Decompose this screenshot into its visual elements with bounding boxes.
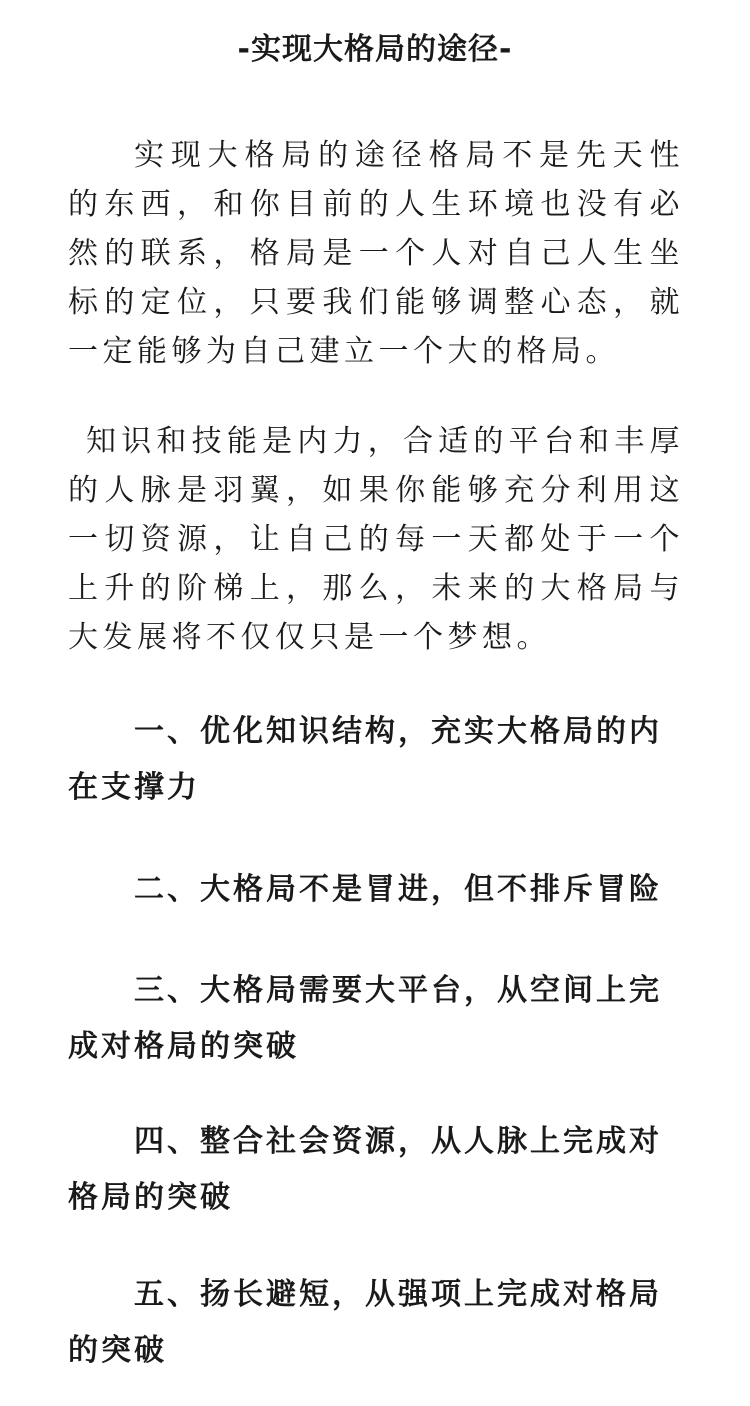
article-title: -实现大格局的途径- (237, 32, 513, 67)
section-heading-2: 二、大格局不是冒进，但不排斥冒险 (134, 872, 662, 907)
section-heading-3: 三、大格局需要大平台，从空间上完成对格局的突破 (68, 973, 662, 1064)
section-heading-4: 四、整合社会资源，从人脉上完成对格局的突破 (68, 1124, 662, 1215)
section-heading-1: 一、优化知识结构，充实大格局的内在支撑力 (68, 714, 662, 805)
intro-paragraph: 实现大格局的途径格局不是先天性的东西，和你目前的人生环境也没有必然的联系，格局是一个人对自己人生坐标的定位，只要我们能够调整心态，就一定能够为自己建立一个大的格局。 (68, 138, 684, 369)
resources-paragraph: 知识和技能是内力，合适的平台和丰厚的人脉是羽翼，如果你能够充分利用这一切资源，让自己的每一天都处于一个上升的阶梯上，那么，未来的大格局与大发展将不仅仅只是一个梦想。 (68, 424, 684, 655)
section-heading-5: 五、扬长避短，从强项上完成对格局的突破 (68, 1277, 662, 1368)
